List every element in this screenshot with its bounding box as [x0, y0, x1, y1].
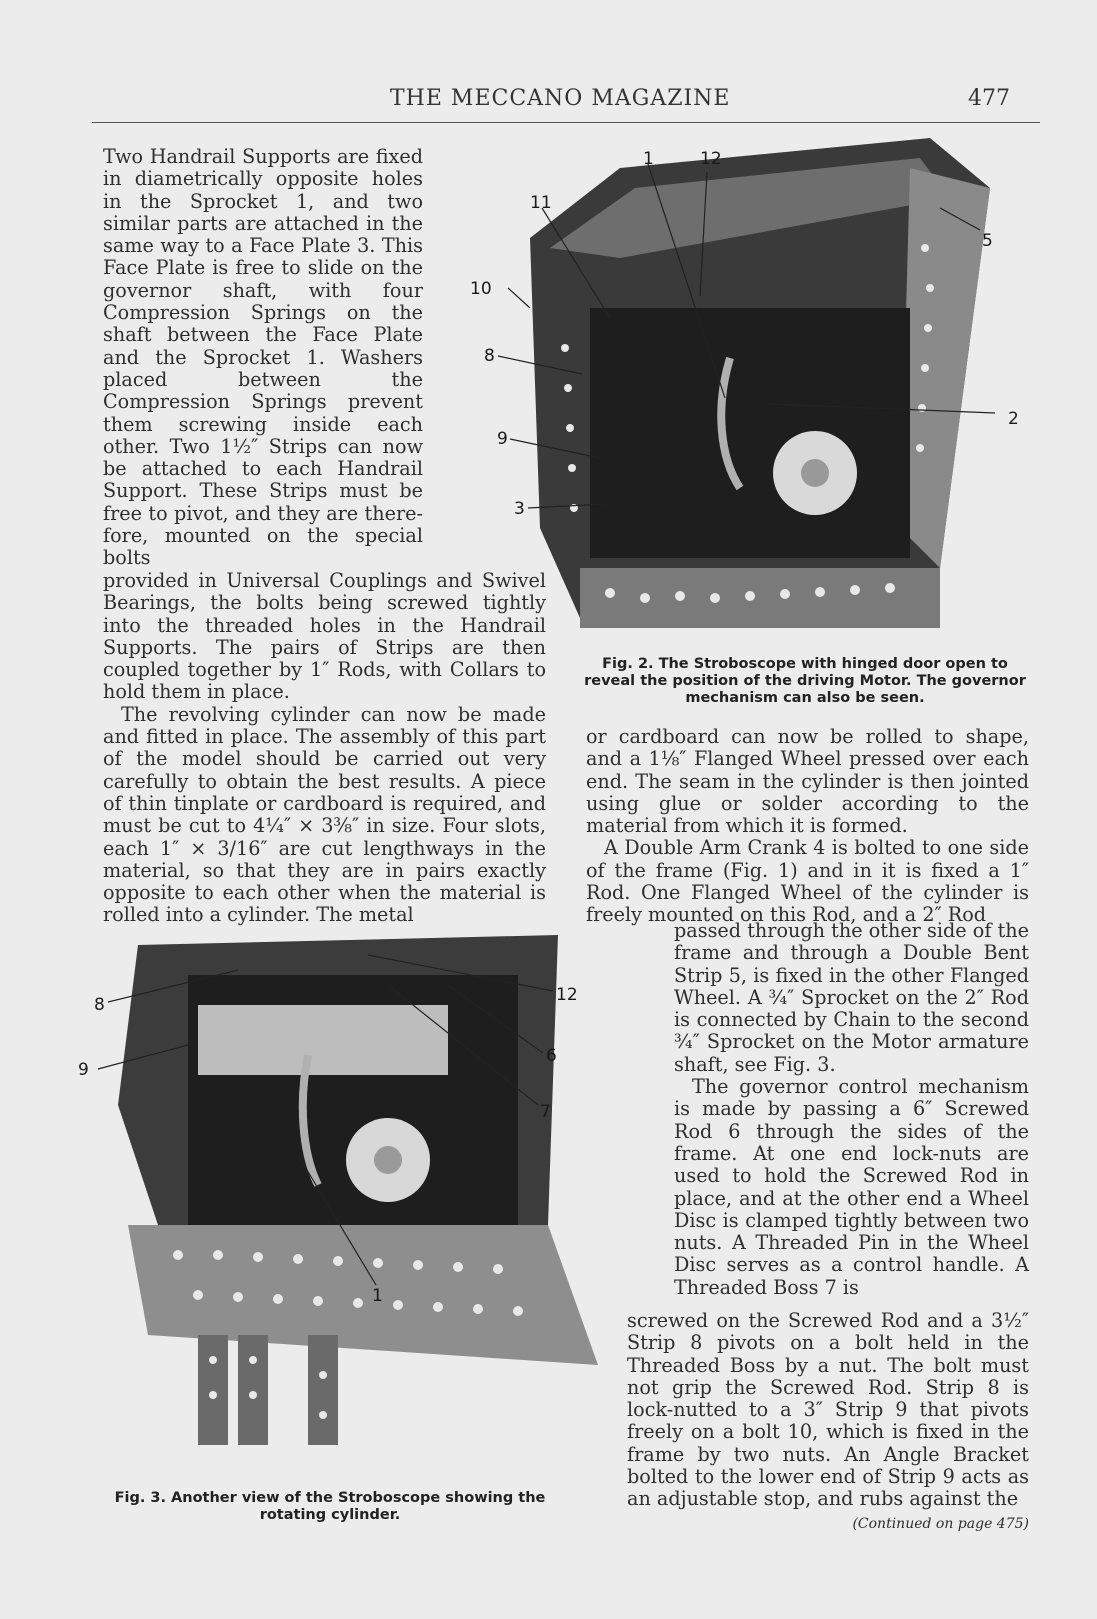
callout-label: 12: [556, 985, 578, 1005]
callout-label: 7: [540, 1102, 551, 1122]
callout-label: 6: [546, 1046, 557, 1066]
callout-label: 1: [643, 149, 654, 169]
article-column-left-top: [103, 146, 423, 570]
continued-note-wrapper: [627, 1511, 1029, 1535]
article-paragraph: A Double Arm Crank 4 is bolted to one side of the frame (Fig. 1) and in it is fixed a 1″ Rod. One Flanged Wheel of the cylinder is freely mounted on this Rod, and a 2″ Rod: [586, 836, 1029, 927]
figure-2-photo: [470, 128, 1030, 634]
article-paragraph: passed through the other side of the frame and through a Double Bent Strip 5, is fixed in the other Flanged Wheel. A ¾″ Sprocket on the 2″ Rod is connected by Chain to the second ¾″ Sprocket on the Motor armature shaft, see Fig. 3.: [674, 919, 1029, 1076]
callout-label: 8: [484, 346, 495, 366]
callout-label: 8: [94, 995, 105, 1015]
article-paragraph: or cardboard can now be rolled to shape, and a 1⅛″ Flanged Wheel pressed over each end. The seam in the cylinder is then jointed using glue or solder according to the material from which it is formed.: [586, 725, 1029, 838]
figure-3-photo: [78, 925, 613, 1470]
article-paragraph: Two Handrail Supports are fixed in diametrically opposite holes in the Sprocket 1, and two similar parts are attached in the same way to a Face Plate 3. This Face Plate is free to slide on the governor shaft, with four Compression Springs on the shaft between the Face Plate and the Sprocket 1. Washers placed between the Compression Springs prevent them screwing inside each other. Two 1½″ Strips can now be attached to each Handrail Support. These Strips must be free to pivot, and they are there-fore, mounted on the special bolts: [103, 145, 423, 570]
callout-label: 1: [372, 1286, 383, 1306]
magazine-title: THE MECCANO MAGAZINE: [390, 86, 731, 111]
callout-label: 12: [700, 149, 722, 169]
callout-label: 9: [497, 429, 508, 449]
callout-label: 3: [514, 499, 525, 519]
article-paragraph: The governor control mechanism is made by passing a 6″ Screwed Rod 6 through the sides of the frame. At one end lock-nuts are used to hold the Screwed Rod in place, and at the other end a Wheel Disc is clamped tightly between two nuts. A Threaded Pin in the Wheel Disc serves as a control handle. A Threaded Boss 7 is: [674, 1075, 1029, 1299]
continued-note: (Continued on page 475): [852, 1515, 1029, 1532]
callout-label: 2: [1008, 409, 1019, 429]
callout-label: 5: [982, 231, 993, 251]
article-column-right-top: [586, 726, 1029, 927]
article-column-right-bottom: [627, 1310, 1029, 1535]
callout-label: 10: [470, 279, 492, 299]
article-paragraph: provided in Universal Couplings and Swivel Bearings, the bolts being screwed tightly into the threaded holes in the Handrail Supports. The pairs of Strips are then coupled together by 1″ Rods, with Collars to hold them in place.: [103, 569, 546, 704]
callout-label: 9: [78, 1060, 89, 1080]
article-paragraph: screwed on the Screwed Rod and a 3½″ Strip 8 pivots on a bolt held in the Threaded Boss by a nut. The bolt must not grip the Screwed Rod. Strip 8 is lock-nutted to a 3″ Strip 9 that pivots freely on a bolt 10, which is fixed in the frame by two nuts. An Angle Bracket bolted to the lower end of Strip 9 acts as an adjustable stop, and rubs against the: [627, 1309, 1029, 1511]
header-rule: [92, 122, 1040, 123]
figure-3-caption: Fig. 3. Another view of the Stroboscope showing the rotating cylinder.: [114, 1490, 546, 1523]
article-column-right-middle: [674, 920, 1029, 1299]
running-head: [0, 86, 1097, 116]
page-number: 477: [968, 86, 1010, 111]
callout-label: 11: [530, 193, 552, 213]
figure-2-caption: Fig. 2. The Stroboscope with hinged door open to reveal the position of the driving Motor. The governor mechanism can also be seen.: [584, 656, 1026, 706]
article-paragraph: The revolving cylinder can now be made and fitted in place. The assembly of this part of the model should be carried out very carefully to obtain the best results. A piece of thin tinplate or cardboard is required, and must be cut to 4¼″ × 3⅜″ in size. Four slots, each 1″ × 3/16″ are cut lengthways in the material, so that they are in pairs exactly opposite to each other when the material is rolled into a cylinder. The metal: [103, 702, 546, 927]
